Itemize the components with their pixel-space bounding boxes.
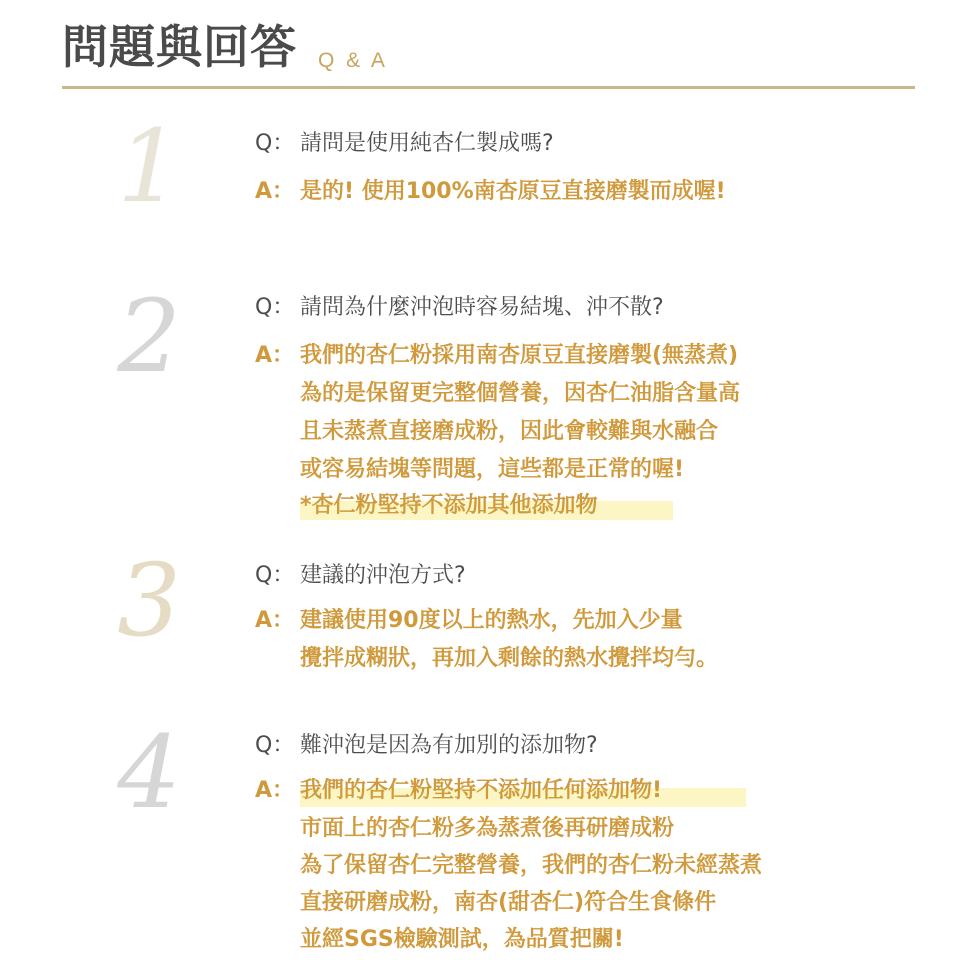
answer-line: 且未蒸煮直接磨成粉，因此會較難與水融合 bbox=[300, 419, 719, 444]
answer-line: 為的是保留更完整個營養，因杏仁油脂含量高 bbox=[300, 381, 741, 406]
question-text: Q： 請問是使用純杏仁製成嗎? bbox=[255, 131, 554, 156]
item-number: 1 bbox=[117, 108, 181, 225]
answer-line: 直接研磨成粉，南杏(甜杏仁)符合生食條件 bbox=[300, 890, 717, 915]
header-divider bbox=[62, 86, 915, 89]
answer-line: *杏仁粉堅持不添加其他添加物 bbox=[300, 493, 598, 518]
question-text: Q： 建議的沖泡方式? bbox=[255, 563, 466, 588]
page-title: 問題與回答 bbox=[62, 20, 297, 74]
answer-line: 或容易結塊等問題，這些都是正常的喔! bbox=[300, 457, 685, 482]
answer-text: A： 我們的杏仁粉堅持不添加任何添加物! bbox=[255, 778, 663, 803]
page-subtitle: Q & A bbox=[318, 49, 388, 72]
answer-text: A： 是的! 使用100%南杏原豆直接磨製而成喔! bbox=[255, 179, 726, 204]
item-number: 3 bbox=[117, 542, 181, 659]
answer-text: A： 建議使用90度以上的熱水，先加入少量 bbox=[255, 608, 683, 633]
page-header bbox=[62, 14, 915, 86]
question-text: Q： 請問為什麼沖泡時容易結塊、沖不散? bbox=[255, 295, 664, 320]
question-text: Q： 難沖泡是因為有加別的添加物? bbox=[255, 733, 598, 758]
answer-text: A： 我們的杏仁粉採用南杏原豆直接磨製(無蒸煮) bbox=[255, 343, 739, 368]
answer-line: 市面上的杏仁粉多為蒸煮後再研磨成粉 bbox=[300, 816, 675, 841]
answer-line: 攪拌成糊狀，再加入剩餘的熱水攪拌均勻。 bbox=[300, 646, 719, 671]
answer-line: 並經SGS檢驗測試，為品質把關! bbox=[300, 927, 624, 952]
answer-line: 為了保留杏仁完整營養，我們的杏仁粉未經蒸煮 bbox=[300, 853, 763, 878]
item-number: 2 bbox=[117, 278, 181, 395]
item-number: 4 bbox=[117, 714, 181, 831]
